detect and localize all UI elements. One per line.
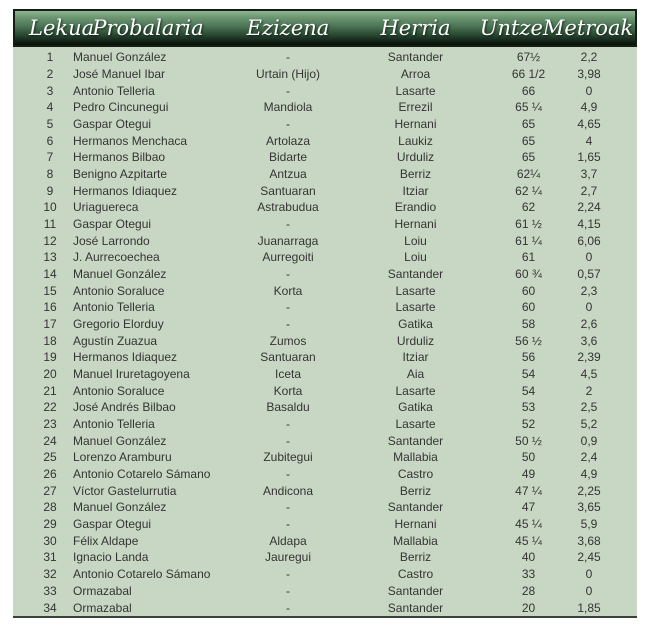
cell-ezizena: - (286, 567, 290, 582)
cell-untze: 60 (521, 300, 536, 315)
cell-untze: 49 (521, 467, 536, 482)
cell-herria: Urduliz (396, 150, 435, 165)
cell-untze: 65 (521, 117, 536, 132)
cell-metroak: 1,85 (577, 600, 601, 615)
cell-metroak: 0,9 (580, 433, 598, 448)
cell-lekua: 10 (43, 200, 57, 215)
cell-metroak: 5,9 (580, 517, 598, 532)
cell-ezizena: - (286, 583, 290, 598)
header-label-untze: Untze (479, 16, 543, 40)
cell-probalaria: Antonio Telleria (73, 83, 155, 98)
cell-ezizena: Santuaran (260, 183, 316, 198)
cell-lekua: 7 (46, 150, 54, 165)
cell-probalaria: Manuel González (73, 433, 167, 448)
cell-metroak: 6,06 (577, 233, 601, 248)
table-row (13, 199, 637, 216)
cell-herria: Santander (387, 50, 444, 65)
cell-probalaria: Hermanos Idiaquez (73, 350, 178, 365)
cell-herria: Lasarte (395, 283, 436, 298)
cell-untze: 67½ (516, 50, 541, 65)
cell-herria: Erandio (394, 200, 437, 215)
table-row (13, 432, 637, 449)
cell-lekua: 9 (46, 183, 54, 198)
cell-ezizena: Santuaran (260, 350, 316, 365)
cell-untze: 54 (521, 383, 536, 398)
cell-lekua: 13 (43, 250, 57, 265)
cell-herria: Berriz (399, 550, 432, 565)
cell-lekua: 2 (46, 67, 54, 81)
cell-metroak: 2,39 (577, 350, 601, 365)
cell-metroak: 0 (585, 583, 593, 598)
table-body (13, 47, 637, 618)
cell-probalaria: Félix Aldape (73, 533, 139, 548)
cell-lekua: 23 (43, 417, 57, 432)
table-row (13, 583, 637, 600)
cell-ezizena: - (286, 517, 290, 532)
cell-ezizena: Aldapa (269, 533, 307, 548)
cell-untze: 62 ¼ (515, 183, 542, 198)
cell-metroak: 0,57 (577, 267, 601, 282)
table-row (13, 149, 637, 166)
cell-untze: 20 (521, 600, 536, 615)
cell-probalaria: Antonio Soraluce (73, 383, 165, 398)
cell-metroak: 3,68 (577, 533, 601, 548)
table-row (13, 349, 637, 366)
cell-herria: Mallabia (393, 450, 438, 465)
cell-herria: Errezil (398, 100, 433, 115)
cell-probalaria: Víctor Gastelurrutia (73, 483, 177, 498)
cell-untze: 60 (521, 283, 536, 298)
cell-lekua: 12 (43, 233, 57, 248)
cell-metroak: 3,6 (580, 333, 598, 348)
table-row (13, 382, 637, 399)
cell-probalaria: Agustín Zuazua (73, 333, 158, 348)
cell-lekua: 26 (43, 467, 57, 482)
table-row (13, 116, 637, 133)
cell-ezizena: - (286, 467, 290, 482)
cell-ezizena: - (286, 217, 290, 232)
cell-untze: 28 (521, 583, 536, 598)
table-row (13, 66, 637, 83)
cell-untze: 66 (521, 83, 536, 98)
cell-probalaria: José Andrés Bilbao (73, 400, 176, 415)
cell-probalaria: Gaspar Otegui (73, 517, 152, 532)
cell-untze: 65 ¼ (515, 100, 542, 115)
table-row (13, 82, 637, 99)
cell-probalaria: Ignacio Landa (73, 550, 149, 565)
cell-metroak: 2,7 (580, 183, 598, 198)
header-cell-probalaria: Probalaria (92, 16, 204, 40)
table-row (13, 299, 637, 316)
cell-lekua: 22 (43, 400, 57, 415)
table-header-row (13, 9, 637, 47)
cell-probalaria: Ormazabal (73, 600, 132, 615)
cell-herria: Santander (387, 600, 444, 615)
cell-untze: 61 ¼ (515, 233, 542, 248)
cell-lekua: 14 (43, 267, 57, 282)
table-row (13, 416, 637, 433)
cell-probalaria: Manuel González (73, 500, 167, 515)
cell-lekua: 32 (43, 567, 57, 582)
table-row (13, 182, 637, 199)
cell-ezizena: Aurregoiti (262, 250, 314, 265)
cell-herria: Aia (406, 367, 425, 382)
cell-probalaria: Benigno Azpitarte (73, 167, 168, 182)
cell-herria: Lasarte (395, 83, 436, 98)
cell-untze: 62¼ (516, 167, 541, 182)
cell-herria: Lasarte (395, 300, 436, 315)
cell-herria: Santander (387, 433, 444, 448)
table-row (13, 316, 637, 333)
table-row (13, 49, 637, 66)
cell-herria: Santander (387, 267, 444, 282)
cell-metroak: 2,45 (577, 550, 601, 565)
cell-metroak: 2,24 (577, 200, 601, 215)
table-row (13, 499, 637, 516)
cell-metroak: 2 (585, 383, 593, 398)
table-row (13, 216, 637, 233)
table-row (13, 566, 637, 583)
cell-lekua: 1 (46, 50, 54, 65)
table-row (13, 332, 637, 349)
cell-metroak: 2,5 (580, 400, 598, 415)
header-cell-lekua: Lekua (29, 16, 95, 40)
cell-herria: Hernani (394, 217, 437, 232)
table-row (13, 466, 637, 483)
cell-probalaria: Manuel Iruretagoyena (73, 367, 190, 382)
cell-probalaria: Antonio Cotarelo Sámano (73, 567, 211, 582)
cell-untze: 47 ¼ (515, 483, 542, 498)
cell-herria: Loiu (404, 233, 427, 248)
cell-untze: 56 (521, 350, 536, 365)
cell-metroak: 2,25 (577, 483, 601, 498)
cell-ezizena: - (286, 117, 290, 132)
cell-metroak: 3,65 (577, 500, 601, 515)
cell-ezizena: Korta (273, 383, 303, 398)
table-row (13, 232, 637, 249)
cell-untze: 47 (521, 500, 536, 515)
cell-herria: Loiu (404, 250, 427, 265)
cell-probalaria: José Manuel Ibar (73, 67, 166, 81)
cell-metroak: 4,9 (580, 100, 598, 115)
cell-probalaria: Manuel González (73, 50, 167, 65)
cell-lekua: 16 (43, 300, 57, 315)
table-row (13, 532, 637, 549)
cell-ezizena: Iceta (274, 367, 301, 382)
cell-ezizena: - (286, 83, 290, 98)
cell-probalaria: Pedro Cincunegui (73, 100, 169, 115)
cell-lekua: 30 (43, 533, 57, 548)
cell-herria: Santander (387, 500, 444, 515)
cell-herria: Mallabia (393, 533, 438, 548)
cell-herria: Castro (397, 467, 434, 482)
cell-untze: 61 (521, 250, 536, 265)
cell-lekua: 31 (43, 550, 57, 565)
table-row (13, 599, 637, 616)
cell-lekua: 11 (43, 217, 57, 232)
cell-herria: Itziar (402, 350, 429, 365)
cell-probalaria: Gregorio Elorduy (73, 317, 164, 332)
table-row (13, 449, 637, 466)
cell-ezizena: - (286, 600, 290, 615)
cell-metroak: 3,7 (580, 167, 598, 182)
cell-probalaria: Hermanos Bilbao (73, 150, 166, 165)
cell-ezizena: Basaldu (266, 400, 310, 415)
cell-herria: Berriz (399, 483, 432, 498)
cell-untze: 33 (521, 567, 536, 582)
cell-herria: Lasarte (395, 383, 436, 398)
cell-ezizena: Jauregui (264, 550, 312, 565)
cell-probalaria: Hermanos Idiaquez (73, 183, 178, 198)
cell-probalaria: Uriaguereca (73, 200, 139, 215)
cell-ezizena: Astrabudua (257, 200, 319, 215)
cell-lekua: 8 (46, 167, 54, 182)
cell-metroak: 2,6 (580, 317, 598, 332)
cell-probalaria: Lorenzo Aramburu (73, 450, 172, 465)
cell-metroak: 3,98 (577, 67, 601, 81)
cell-untze: 52 (521, 417, 536, 432)
cell-probalaria: Antonio Telleria (73, 417, 155, 432)
header-label-metroak: Metroak (542, 16, 634, 40)
results-table (13, 9, 637, 618)
cell-ezizena: Mandiola (263, 100, 313, 115)
cell-untze: 60 ¾ (515, 267, 542, 282)
cell-herria: Lasarte (395, 417, 436, 432)
cell-metroak: 1,65 (577, 150, 601, 165)
cell-probalaria: Antonio Cotarelo Sámano (73, 467, 211, 482)
cell-herria: Berriz (399, 167, 432, 182)
cell-metroak: 4,9 (580, 467, 598, 482)
cell-herria: Hernani (394, 517, 437, 532)
cell-ezizena: - (286, 417, 290, 432)
cell-untze: 50 ½ (515, 433, 542, 448)
cell-ezizena: Zumos (269, 333, 307, 348)
cell-lekua: 19 (43, 350, 57, 365)
cell-lekua: 18 (43, 333, 57, 348)
table-row (13, 516, 637, 533)
cell-metroak: 0 (585, 567, 593, 582)
cell-ezizena: - (286, 500, 290, 515)
cell-probalaria: Gaspar Otegui (73, 117, 152, 132)
cell-metroak: 4,15 (577, 217, 601, 232)
cell-untze: 62 (521, 200, 536, 215)
table-row (13, 482, 637, 499)
header-cell-untze-metroak (478, 16, 635, 40)
cell-lekua: 33 (43, 583, 57, 598)
cell-metroak: 4,5 (580, 367, 598, 382)
cell-lekua: 24 (43, 433, 57, 448)
cell-ezizena: - (286, 433, 290, 448)
table-row (13, 366, 637, 383)
cell-lekua: 29 (43, 517, 57, 532)
table-row (13, 99, 637, 116)
cell-herria: Laukiz (398, 133, 433, 148)
cell-ezizena: Artolaza (265, 133, 311, 148)
cell-untze: 50 (521, 450, 536, 465)
cell-metroak: 2,2 (580, 50, 598, 65)
cell-metroak: 0 (585, 250, 593, 265)
cell-ezizena: Korta (273, 283, 303, 298)
cell-lekua: 27 (43, 483, 57, 498)
cell-untze: 53 (521, 400, 536, 415)
cell-herria: Hernani (394, 117, 437, 132)
cell-ezizena: - (286, 300, 290, 315)
header-cell-ezizena: Ezizena (246, 16, 330, 40)
table-row (13, 249, 637, 266)
cell-ezizena: Bidarte (268, 150, 308, 165)
cell-probalaria: Gaspar Otegui (73, 217, 152, 232)
cell-herria: Santander (387, 583, 444, 598)
header-cell-herria: Herria (380, 16, 451, 40)
cell-herria: Urduliz (396, 333, 435, 348)
table-row (13, 266, 637, 283)
cell-metroak: 0 (585, 300, 593, 315)
cell-untze: 54 (521, 367, 536, 382)
cell-metroak: 2,3 (580, 283, 598, 298)
table-row (13, 132, 637, 149)
cell-untze: 56 ½ (515, 333, 542, 348)
cell-untze: 58 (521, 317, 536, 332)
cell-lekua: 6 (46, 133, 54, 148)
cell-untze: 45 ¼ (515, 517, 542, 532)
cell-ezizena: Urtain (Hijo) (255, 67, 320, 81)
cell-lekua: 28 (43, 500, 57, 515)
cell-untze: 65 (521, 150, 536, 165)
cell-ezizena: Antzua (269, 167, 307, 182)
cell-metroak: 4 (585, 133, 593, 148)
cell-herria: Gatika (398, 317, 433, 332)
table-row (13, 399, 637, 416)
cell-metroak: 0 (585, 83, 593, 98)
cell-probalaria: Antonio Telleria (73, 300, 155, 315)
cell-probalaria: José Larrondo (73, 233, 150, 248)
cell-probalaria: Antonio Soraluce (73, 283, 165, 298)
table-row (13, 166, 637, 183)
cell-ezizena: Zubitegui (263, 450, 313, 465)
cell-lekua: 3 (46, 83, 54, 98)
table-row (13, 282, 637, 299)
cell-probalaria: Hermanos Menchaca (73, 133, 188, 148)
cell-lekua: 20 (43, 367, 57, 382)
table-row (13, 549, 637, 566)
cell-lekua: 17 (43, 317, 57, 332)
cell-ezizena: - (286, 317, 290, 332)
cell-untze: 45 ¼ (515, 533, 542, 548)
cell-probalaria: Manuel González (73, 267, 167, 282)
cell-lekua: 4 (46, 100, 54, 115)
cell-metroak: 5,2 (580, 417, 598, 432)
cell-herria: Itziar (402, 183, 429, 198)
cell-herria: Gatika (398, 400, 433, 415)
cell-probalaria: Ormazabal (73, 583, 132, 598)
cell-lekua: 34 (43, 600, 57, 615)
cell-lekua: 21 (43, 383, 57, 398)
cell-herria: Arroa (400, 67, 431, 81)
cell-ezizena: - (286, 50, 290, 65)
cell-untze: 66 1/2 (511, 67, 546, 81)
cell-metroak: 4,65 (577, 117, 601, 132)
cell-probalaria: J. Aurrecoechea (73, 250, 160, 265)
cell-untze: 40 (521, 550, 536, 565)
cell-lekua: 15 (43, 283, 57, 298)
cell-lekua: 25 (43, 450, 57, 465)
cell-ezizena: Andicona (262, 483, 314, 498)
cell-ezizena: Juanarraga (257, 233, 319, 248)
cell-herria: Castro (397, 567, 434, 582)
cell-untze: 65 (521, 133, 536, 148)
cell-metroak: 2,4 (580, 450, 598, 465)
cell-untze: 61 ½ (515, 217, 542, 232)
cell-lekua: 5 (46, 117, 54, 132)
cell-ezizena: - (286, 267, 290, 282)
